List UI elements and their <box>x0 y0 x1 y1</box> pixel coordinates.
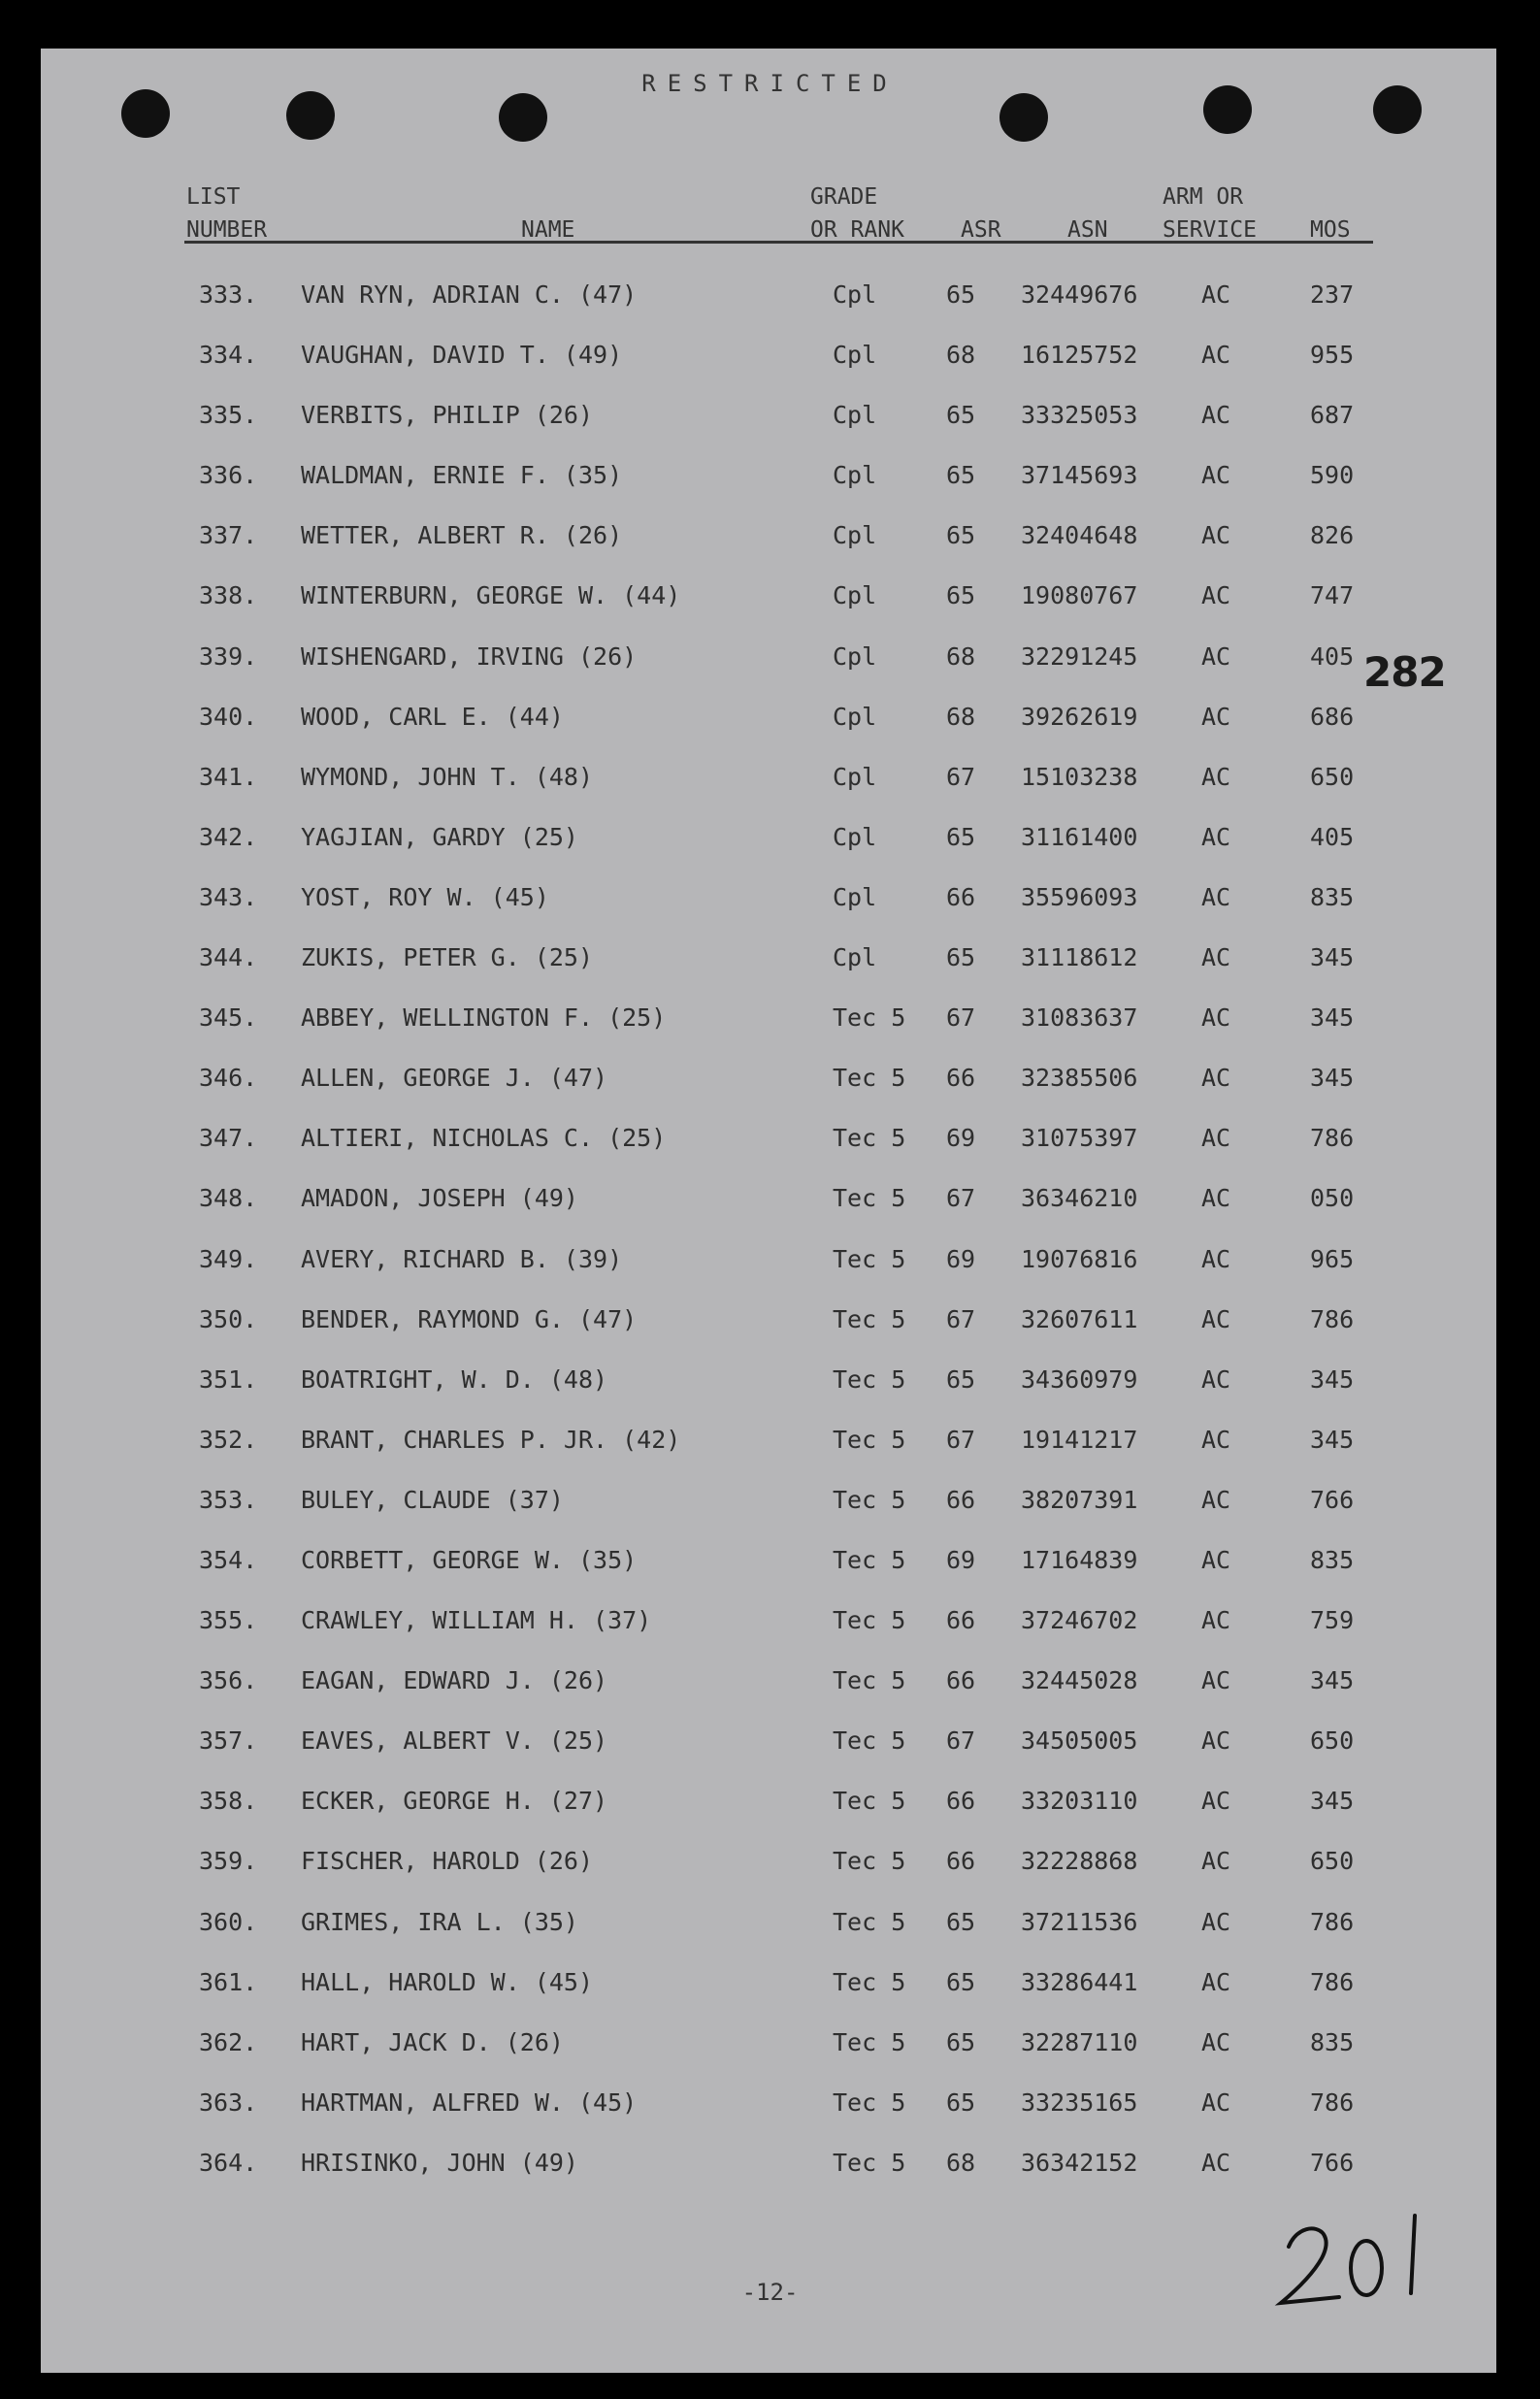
soldier-name-cell: WETTER, ALBERT R. (26) <box>301 521 623 550</box>
soldier-name-cell: HARTMAN, ALFRED W. (45) <box>301 2087 638 2117</box>
asn-cell: 32228868 <box>1021 1847 1138 1876</box>
table-row <box>0 696 1540 756</box>
asr-cell: 69 <box>946 1244 976 1273</box>
asr-cell: 65 <box>946 521 976 550</box>
grade-cell: Tec 5 <box>833 1064 906 1093</box>
asn-cell: 31161400 <box>1021 822 1138 851</box>
soldier-name-cell: WYMOND, JOHN T. (48) <box>301 762 594 791</box>
asr-cell: 66 <box>946 1666 976 1695</box>
asr-cell: 66 <box>946 1847 976 1876</box>
asr-cell: 68 <box>946 641 976 671</box>
table-row <box>0 636 1540 696</box>
list-number-cell: 355. <box>199 1606 258 1635</box>
table-row <box>0 1479 1540 1539</box>
list-number-cell: 351. <box>199 1364 258 1394</box>
table-row <box>0 1419 1540 1479</box>
classification-marking: RESTRICTED <box>641 70 899 97</box>
soldier-name-cell: ECKER, GEORGE H. (27) <box>301 1787 608 1816</box>
asn-cell: 31075397 <box>1021 1124 1138 1153</box>
arm-or-service-cell: AC <box>1201 1124 1231 1153</box>
mos-cell: 050 <box>1310 1184 1355 1213</box>
mos-cell: 965 <box>1310 1244 1355 1273</box>
mos-cell: 650 <box>1310 762 1355 791</box>
table-row <box>0 1238 1540 1298</box>
soldier-name-cell: AVERY, RICHARD B. (39) <box>301 1244 623 1273</box>
mos-cell: 786 <box>1310 1967 1355 1996</box>
header-underline <box>184 241 1373 244</box>
grade-cell: Tec 5 <box>833 1907 906 1936</box>
col-header-asn: ASN <box>1067 217 1108 243</box>
asr-cell: 66 <box>946 882 976 911</box>
asr-cell: 68 <box>946 341 976 370</box>
arm-or-service-cell: AC <box>1201 1244 1231 1273</box>
punch-hole <box>499 93 547 142</box>
mos-cell: 345 <box>1310 1064 1355 1093</box>
table-row <box>0 1057 1540 1117</box>
grade-cell: Tec 5 <box>833 1184 906 1213</box>
mos-cell: 237 <box>1310 280 1355 309</box>
table-row <box>0 816 1540 876</box>
mos-cell: 345 <box>1310 1364 1355 1394</box>
arm-or-service-cell: AC <box>1201 1787 1231 1816</box>
asr-cell: 67 <box>946 1304 976 1333</box>
asr-cell: 65 <box>946 581 976 610</box>
grade-cell: Cpl <box>833 762 877 791</box>
grade-cell: Tec 5 <box>833 1666 906 1695</box>
arm-or-service-cell: AC <box>1201 2087 1231 2117</box>
table-row <box>0 1961 1540 2021</box>
list-number-cell: 364. <box>199 2148 258 2177</box>
punch-hole <box>999 93 1048 142</box>
asn-cell: 32385506 <box>1021 1064 1138 1093</box>
arm-or-service-cell: AC <box>1201 1967 1231 1996</box>
soldier-name-cell: VAN RYN, ADRIAN C. (47) <box>301 280 638 309</box>
asr-cell: 65 <box>946 401 976 430</box>
list-number-cell: 339. <box>199 641 258 671</box>
asn-cell: 15103238 <box>1021 762 1138 791</box>
asr-cell: 67 <box>946 762 976 791</box>
mos-cell: 747 <box>1310 581 1355 610</box>
table-row <box>0 997 1540 1057</box>
table-row <box>0 454 1540 514</box>
asr-cell: 65 <box>946 461 976 490</box>
asn-cell: 37145693 <box>1021 461 1138 490</box>
handwritten-note <box>1271 2208 1446 2315</box>
asr-cell: 67 <box>946 1003 976 1033</box>
mos-cell: 766 <box>1310 1485 1355 1514</box>
mos-cell: 650 <box>1310 1847 1355 1876</box>
mos-cell: 759 <box>1310 1606 1355 1635</box>
grade-cell: Cpl <box>833 641 877 671</box>
asn-cell: 32445028 <box>1021 1666 1138 1695</box>
table-row <box>0 1539 1540 1599</box>
list-number-cell: 353. <box>199 1485 258 1514</box>
asn-cell: 19141217 <box>1021 1425 1138 1454</box>
grade-cell: Cpl <box>833 822 877 851</box>
arm-or-service-cell: AC <box>1201 1184 1231 1213</box>
grade-cell: Tec 5 <box>833 1606 906 1635</box>
mos-cell: 345 <box>1310 943 1355 972</box>
soldier-name-cell: CRAWLEY, WILLIAM H. (37) <box>301 1606 652 1635</box>
arm-or-service-cell: AC <box>1201 1425 1231 1454</box>
soldier-name-cell: YOST, ROY W. (45) <box>301 882 549 911</box>
mos-cell: 345 <box>1310 1666 1355 1695</box>
soldier-name-cell: VAUGHAN, DAVID T. (49) <box>301 341 623 370</box>
arm-or-service-cell: AC <box>1201 1545 1231 1574</box>
arm-or-service-cell: AC <box>1201 341 1231 370</box>
soldier-name-cell: VERBITS, PHILIP (26) <box>301 401 594 430</box>
asn-cell: 35596093 <box>1021 882 1138 911</box>
mos-cell: 766 <box>1310 2148 1355 2177</box>
asn-cell: 33235165 <box>1021 2087 1138 2117</box>
asr-cell: 65 <box>946 2087 976 2117</box>
arm-or-service-cell: AC <box>1201 280 1231 309</box>
mos-cell: 345 <box>1310 1787 1355 1816</box>
table-row <box>0 756 1540 816</box>
soldier-name-cell: GRIMES, IRA L. (35) <box>301 1907 578 1936</box>
asn-cell: 19076816 <box>1021 1244 1138 1273</box>
punch-hole <box>286 91 335 140</box>
list-number-cell: 346. <box>199 1064 258 1093</box>
col-header-arm-or-service: ARM OR SERVICE <box>1163 184 1257 243</box>
asn-cell: 33203110 <box>1021 1787 1138 1816</box>
asr-cell: 69 <box>946 1545 976 1574</box>
asn-cell: 38207391 <box>1021 1485 1138 1514</box>
mos-cell: 786 <box>1310 2087 1355 2117</box>
grade-cell: Tec 5 <box>833 2087 906 2117</box>
asr-cell: 67 <box>946 1184 976 1213</box>
soldier-name-cell: HALL, HAROLD W. (45) <box>301 1967 594 1996</box>
asn-cell: 32404648 <box>1021 521 1138 550</box>
mos-cell: 686 <box>1310 702 1355 731</box>
asn-cell: 32291245 <box>1021 641 1138 671</box>
asr-cell: 65 <box>946 943 976 972</box>
asn-cell: 34360979 <box>1021 1364 1138 1394</box>
arm-or-service-cell: AC <box>1201 762 1231 791</box>
arm-or-service-cell: AC <box>1201 1847 1231 1876</box>
arm-or-service-cell: AC <box>1201 1606 1231 1635</box>
mos-cell: 687 <box>1310 401 1355 430</box>
col-header-mos: MOS <box>1310 217 1351 243</box>
asn-cell: 31083637 <box>1021 1003 1138 1033</box>
col-header-grade: GRADE OR RANK <box>810 184 904 243</box>
list-number-cell: 354. <box>199 1545 258 1574</box>
mos-cell: 345 <box>1310 1425 1355 1454</box>
asr-cell: 67 <box>946 1726 976 1756</box>
grade-cell: Tec 5 <box>833 1485 906 1514</box>
soldier-name-cell: BOATRIGHT, W. D. (48) <box>301 1364 608 1394</box>
soldier-name-cell: YAGJIAN, GARDY (25) <box>301 822 578 851</box>
grade-cell: Tec 5 <box>833 1003 906 1033</box>
asr-cell: 65 <box>946 1364 976 1394</box>
asr-cell: 65 <box>946 2027 976 2056</box>
list-number-cell: 362. <box>199 2027 258 2056</box>
list-number-cell: 349. <box>199 1244 258 1273</box>
asn-cell: 36346210 <box>1021 1184 1138 1213</box>
table-row <box>0 394 1540 454</box>
list-number-cell: 340. <box>199 702 258 731</box>
table-row <box>0 1660 1540 1720</box>
grade-cell: Cpl <box>833 280 877 309</box>
soldier-name-cell: EAGAN, EDWARD J. (26) <box>301 1666 608 1695</box>
asn-cell: 16125752 <box>1021 341 1138 370</box>
grade-cell: Tec 5 <box>833 1545 906 1574</box>
arm-or-service-cell: AC <box>1201 1485 1231 1514</box>
asr-cell: 66 <box>946 1485 976 1514</box>
mos-cell: 405 <box>1310 641 1355 671</box>
mos-cell: 835 <box>1310 882 1355 911</box>
grade-cell: Tec 5 <box>833 1304 906 1333</box>
list-number-cell: 338. <box>199 581 258 610</box>
asn-cell: 32287110 <box>1021 2027 1138 2056</box>
table-row <box>0 274 1540 334</box>
list-number-cell: 341. <box>199 762 258 791</box>
page-number: -12- <box>741 2279 799 2306</box>
mos-cell: 650 <box>1310 1726 1355 1756</box>
mos-cell: 835 <box>1310 1545 1355 1574</box>
asr-cell: 67 <box>946 1425 976 1454</box>
soldier-name-cell: WALDMAN, ERNIE F. (35) <box>301 461 623 490</box>
list-number-cell: 363. <box>199 2087 258 2117</box>
asn-cell: 19080767 <box>1021 581 1138 610</box>
grade-cell: Tec 5 <box>833 1124 906 1153</box>
arm-or-service-cell: AC <box>1201 943 1231 972</box>
list-number-cell: 360. <box>199 1907 258 1936</box>
soldier-name-cell: EAVES, ALBERT V. (25) <box>301 1726 608 1756</box>
soldier-name-cell: ZUKIS, PETER G. (25) <box>301 943 594 972</box>
list-number-cell: 356. <box>199 1666 258 1695</box>
arm-or-service-cell: AC <box>1201 1064 1231 1093</box>
table-row <box>0 2021 1540 2082</box>
list-number-cell: 348. <box>199 1184 258 1213</box>
arm-or-service-cell: AC <box>1201 401 1231 430</box>
asr-cell: 69 <box>946 1124 976 1153</box>
asn-cell: 32449676 <box>1021 280 1138 309</box>
asr-cell: 65 <box>946 1967 976 1996</box>
table-row <box>0 514 1540 575</box>
list-number-cell: 333. <box>199 280 258 309</box>
asr-cell: 66 <box>946 1606 976 1635</box>
mos-cell: 835 <box>1310 2027 1355 2056</box>
arm-or-service-cell: AC <box>1201 822 1231 851</box>
list-number-cell: 344. <box>199 943 258 972</box>
list-number-cell: 361. <box>199 1967 258 1996</box>
asr-cell: 65 <box>946 280 976 309</box>
soldier-name-cell: ABBEY, WELLINGTON F. (25) <box>301 1003 667 1033</box>
asn-cell: 32607611 <box>1021 1304 1138 1333</box>
soldier-name-cell: WINTERBURN, GEORGE W. (44) <box>301 581 681 610</box>
asr-cell: 65 <box>946 1907 976 1936</box>
asr-cell: 66 <box>946 1064 976 1093</box>
soldier-name-cell: HART, JACK D. (26) <box>301 2027 564 2056</box>
table-row <box>0 1117 1540 1177</box>
table-row <box>0 334 1540 394</box>
mos-cell: 590 <box>1310 461 1355 490</box>
table-row <box>0 1720 1540 1780</box>
arm-or-service-cell: AC <box>1201 2148 1231 2177</box>
asn-cell: 31118612 <box>1021 943 1138 972</box>
arm-or-service-cell: AC <box>1201 1304 1231 1333</box>
grade-cell: Tec 5 <box>833 1787 906 1816</box>
table-row <box>0 2142 1540 2202</box>
arm-or-service-cell: AC <box>1201 1003 1231 1033</box>
asn-cell: 33325053 <box>1021 401 1138 430</box>
table-row <box>0 876 1540 937</box>
soldier-name-cell: FISCHER, HAROLD (26) <box>301 1847 594 1876</box>
col-header-asr: ASR <box>961 217 1001 243</box>
table-row <box>0 1298 1540 1359</box>
table-row <box>0 1177 1540 1237</box>
list-number-cell: 343. <box>199 882 258 911</box>
grade-cell: Tec 5 <box>833 1425 906 1454</box>
asr-cell: 66 <box>946 1787 976 1816</box>
table-row <box>0 1780 1540 1840</box>
stamped-number: 282 <box>1363 648 1446 696</box>
asn-cell: 37246702 <box>1021 1606 1138 1635</box>
mos-cell: 405 <box>1310 822 1355 851</box>
soldier-name-cell: HRISINKO, JOHN (49) <box>301 2148 578 2177</box>
list-number-cell: 336. <box>199 461 258 490</box>
asr-cell: 68 <box>946 702 976 731</box>
grade-cell: Tec 5 <box>833 1364 906 1394</box>
grade-cell: Cpl <box>833 401 877 430</box>
list-number-cell: 337. <box>199 521 258 550</box>
arm-or-service-cell: AC <box>1201 461 1231 490</box>
soldier-name-cell: AMADON, JOSEPH (49) <box>301 1184 578 1213</box>
grade-cell: Cpl <box>833 702 877 731</box>
table-row <box>0 575 1540 635</box>
arm-or-service-cell: AC <box>1201 641 1231 671</box>
list-number-cell: 352. <box>199 1425 258 1454</box>
mos-cell: 345 <box>1310 1003 1355 1033</box>
list-number-cell: 335. <box>199 401 258 430</box>
table-row <box>0 1359 1540 1419</box>
col-header-list-number: LIST NUMBER <box>186 184 268 243</box>
col-header-name: NAME <box>521 217 575 243</box>
list-number-cell: 342. <box>199 822 258 851</box>
arm-or-service-cell: AC <box>1201 581 1231 610</box>
table-row <box>0 2082 1540 2142</box>
list-number-cell: 347. <box>199 1124 258 1153</box>
grade-cell: Cpl <box>833 882 877 911</box>
soldier-name-cell: WOOD, CARL E. (44) <box>301 702 564 731</box>
asr-cell: 68 <box>946 2148 976 2177</box>
table-row <box>0 1840 1540 1900</box>
soldier-name-cell: BENDER, RAYMOND G. (47) <box>301 1304 638 1333</box>
asn-cell: 39262619 <box>1021 702 1138 731</box>
grade-cell: Cpl <box>833 581 877 610</box>
mos-cell: 955 <box>1310 341 1355 370</box>
arm-or-service-cell: AC <box>1201 1666 1231 1695</box>
mos-cell: 786 <box>1310 1907 1355 1936</box>
arm-or-service-cell: AC <box>1201 1907 1231 1936</box>
soldier-name-cell: BRANT, CHARLES P. JR. (42) <box>301 1425 681 1454</box>
list-number-cell: 359. <box>199 1847 258 1876</box>
arm-or-service-cell: AC <box>1201 521 1231 550</box>
grade-cell: Tec 5 <box>833 1726 906 1756</box>
soldier-name-cell: ALLEN, GEORGE J. (47) <box>301 1064 608 1093</box>
table-row <box>0 1901 1540 1961</box>
asn-cell: 37211536 <box>1021 1907 1138 1936</box>
list-number-cell: 358. <box>199 1787 258 1816</box>
mos-cell: 826 <box>1310 521 1355 550</box>
list-number-cell: 334. <box>199 341 258 370</box>
table-row <box>0 1599 1540 1660</box>
grade-cell: Tec 5 <box>833 2148 906 2177</box>
grade-cell: Cpl <box>833 341 877 370</box>
arm-or-service-cell: AC <box>1201 2027 1231 2056</box>
arm-or-service-cell: AC <box>1201 702 1231 731</box>
grade-cell: Cpl <box>833 461 877 490</box>
asn-cell: 17164839 <box>1021 1545 1138 1574</box>
roster-table <box>0 274 1540 2202</box>
asn-cell: 34505005 <box>1021 1726 1138 1756</box>
table-row <box>0 937 1540 997</box>
grade-cell: Tec 5 <box>833 1847 906 1876</box>
asr-cell: 65 <box>946 822 976 851</box>
list-number-cell: 350. <box>199 1304 258 1333</box>
asn-cell: 33286441 <box>1021 1967 1138 1996</box>
soldier-name-cell: CORBETT, GEORGE W. (35) <box>301 1545 638 1574</box>
arm-or-service-cell: AC <box>1201 1726 1231 1756</box>
soldier-name-cell: WISHENGARD, IRVING (26) <box>301 641 638 671</box>
list-number-cell: 345. <box>199 1003 258 1033</box>
grade-cell: Cpl <box>833 521 877 550</box>
mos-cell: 786 <box>1310 1124 1355 1153</box>
arm-or-service-cell: AC <box>1201 882 1231 911</box>
soldier-name-cell: BULEY, CLAUDE (37) <box>301 1485 564 1514</box>
mos-cell: 786 <box>1310 1304 1355 1333</box>
list-number-cell: 357. <box>199 1726 258 1756</box>
grade-cell: Cpl <box>833 943 877 972</box>
grade-cell: Tec 5 <box>833 1244 906 1273</box>
grade-cell: Tec 5 <box>833 1967 906 1996</box>
soldier-name-cell: ALTIERI, NICHOLAS C. (25) <box>301 1124 667 1153</box>
arm-or-service-cell: AC <box>1201 1364 1231 1394</box>
grade-cell: Tec 5 <box>833 2027 906 2056</box>
asn-cell: 36342152 <box>1021 2148 1138 2177</box>
